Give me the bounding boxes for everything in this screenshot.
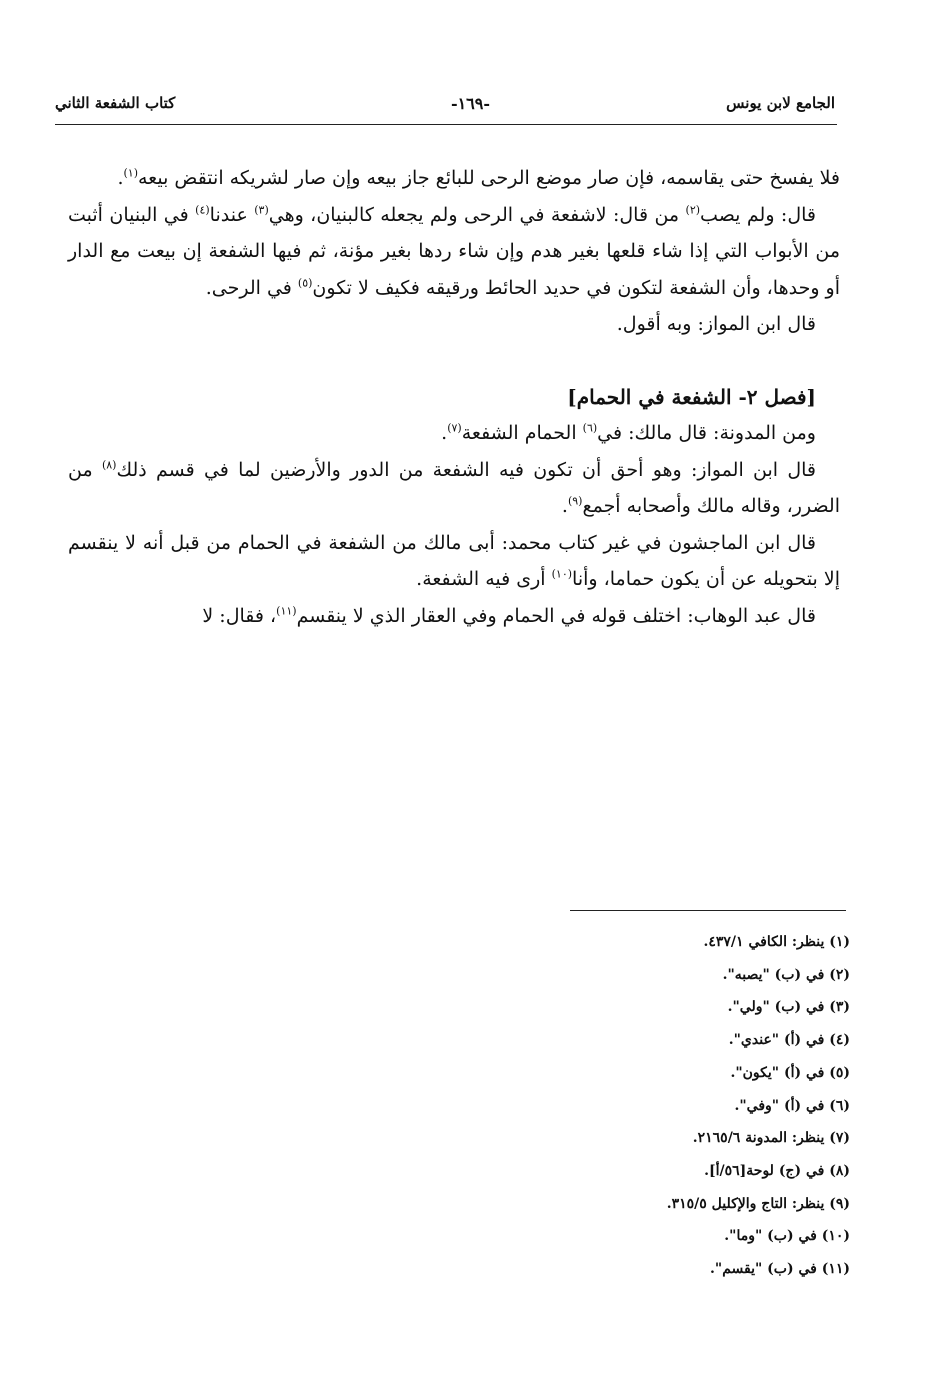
footnote-item: (٣) في (ب) "ولي". [727,999,850,1016]
footnote-item: (١٠) في (ب) "وما". [724,1228,850,1245]
footnote-item: (٦) في (أ) "وفي". [734,1097,850,1114]
page-number: -١٦٩- [450,94,490,113]
footnote-ref-6: (٦) [582,421,598,435]
footnote-item: (٩) ينظر: التاج والإكليل ٣١٥/٥. [666,1195,850,1212]
section-heading: [فصل ٢- الشفعة في الحمام] [567,384,816,409]
footnote-item: (٥) في (أ) "يكون". [730,1064,850,1081]
paragraph-2: قال: ولم يصب$^{(٢)}$ من قال: لاشفعة في الرحى ولم يجعله كالبنيان، وهي$^{(٣)}$ عندنا$^{(٤)}$ في البنيان أثبت من الأبواب التي إذا شاء قلعها بغير هدم وإن شاء ردها بغير مؤنة، ثم فيها الشفعة إن بيعت مع الدار أو وحدها، وأن الشفعة لتكون في حديد الحائط ورقيقه فكيف لا تكون$^{(٥)}$ في الرحى. [68,203,840,299]
paragraph-3: قال ابن المواز: وبه أقول. [616,313,816,335]
running-header [55,94,835,124]
footnote-item: (٤) في (أ) "عندي". [728,1032,850,1049]
paragraph-6: قال ابن الماجشون في غير كتاب محمد: أبى مالك من الشفعة في الحمام من قبل أنه لا ينقسم إلا بتحويله عن أن يكون حماما، وأنا$^{(١٠)}$ أرى فيه الشفعة. [68,531,840,590]
paragraph-1: فلا يفسخ حتى يقاسمه، فإن صار موضع الرحى للبائع جاز بيعه وإن صار لشريكه انتقض بيعه$^{(١)}$. [117,166,840,189]
footnote-divider [570,910,846,911]
paragraph-5: قال ابن المواز: وهو أحق أن تكون فيه الشفعة من الدور والأرضين لما في قسم ذلك$^{(٨)}$ من الضرر، وقاله مالك وأصحابه أجمع$^{(٩)}$. [68,458,840,517]
footnote-ref-9: (٩) [567,494,583,508]
footnote-ref-3: (٣) [254,203,269,217]
footnotes [560,926,850,1286]
header-divider [55,124,837,125]
footnote-ref-1: (١) [123,166,138,180]
footnote-ref-10: (١٠) [551,567,573,581]
footnote-item: (٧) ينظر: المدونة ٢١٦٥/٦. [692,1130,850,1147]
header-chapter-title: كتاب الشفعة الثاني [55,94,176,112]
footnote-ref-2: (٢) [685,203,701,217]
footnote-ref-11: (١١) [276,604,297,618]
main-text [68,160,840,634]
footnote-item: (٢) في (ب) "يصبه". [722,966,850,983]
header-book-title: الجامع لابن يونس [726,94,835,112]
footnote-item: (٨) في (ج) لوحة[٥٦/أ]. [704,1162,850,1179]
paragraph-4: ومن المدونة: قال مالك: في$^{(٦)}$ الحمام الشفعة$^{(٧)}$. [441,421,816,444]
footnote-item: (١١) في (ب) "يقسم". [710,1261,850,1278]
footnote-item: (١) ينظر: الكافي ٤٣٧/١. [703,934,850,950]
footnote-ref-8: (٨) [101,458,117,472]
footnote-ref-4: (٤) [195,203,210,217]
footnote-ref-7: (٧) [447,421,462,435]
paragraph-7: قال عبد الوهاب: اختلف قوله في الحمام وفي العقار الذي لا ينقسم$^{(١١)}$، فقال: لا [202,604,816,627]
footnote-ref-5: (٥) [297,276,313,290]
